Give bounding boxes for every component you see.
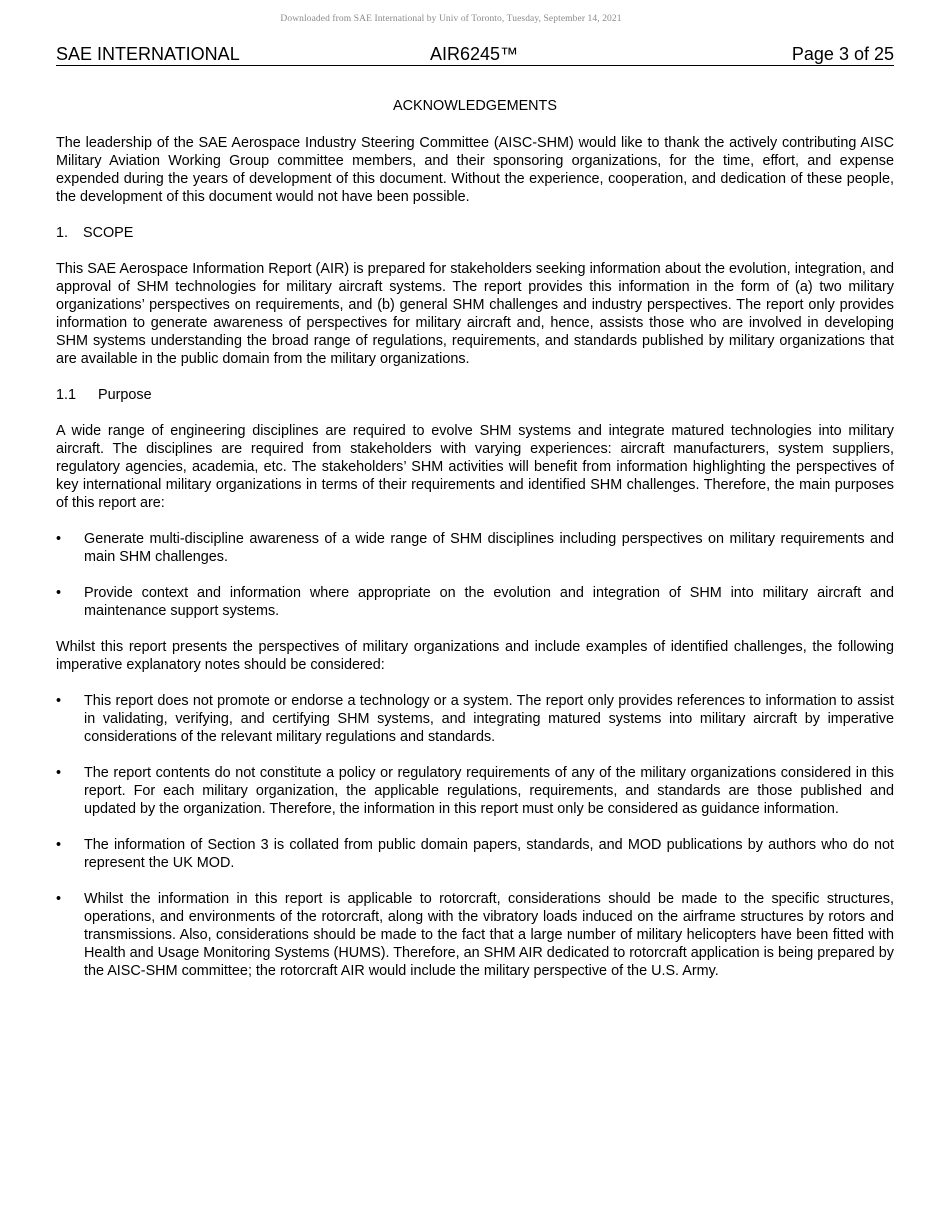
download-watermark: Downloaded from SAE International by Univ of Toronto, Tuesday, September 14, 2021	[280, 14, 622, 24]
page-header	[56, 43, 894, 66]
header-document-id: AIR6245™	[430, 44, 519, 64]
bullet-text: This report does not promote or endorse a technology or a system. The report only provides references to information to assist in validating, verifying, and certifying SHM systems, and integrating matured systems into military aircraft by imperative considerations of the relevant military regulations and standards.	[84, 693, 894, 745]
scope-heading	[56, 224, 894, 242]
bullet-marker: •	[56, 531, 62, 547]
purpose-heading	[56, 386, 894, 404]
note-bullet-item	[56, 764, 894, 818]
note-bullet-item	[56, 692, 894, 746]
purpose-intro-paragraph: A wide range of engineering disciplines are required to evolve SHM systems and integrate matured technologies into military aircraft. The disciplines are required from stakeholders with varying experiences: aircraft manufacturers, system suppliers, regulatory agencies, academia, etc. The stakeholders’ SHM activities will benefit from information highlighting the perspectives of key international military organizations in terms of their requirements and identified SHM challenges. Therefore, the main purposes of this report are:	[56, 423, 894, 511]
note-bullet-item	[56, 890, 894, 980]
bullet-text: Whilst the information in this report is applicable to rotorcraft, considerations should be made to the specific structures, operations, and environments of the rotorcraft, along with the vibratory loads induced on the airframe structures by rotors and transmissions. Also, considerations should be made to the fact that a large number of military helicopters have been fitted with Health and Usage Monitoring Systems (HUMS). Therefore, an SHM AIR dedicated to rotorcraft application is being prepared by the AISC-SHM committee; the rotorcraft AIR would include the military perspective of the U.S. Army.	[84, 891, 894, 979]
scope-number: 1.	[56, 225, 69, 241]
bullet-text: The information of Section 3 is collated from public domain papers, standards, and MOD publications by authors who do not represent the UK MOD.	[84, 837, 894, 871]
purpose-bullet-item	[56, 584, 894, 620]
purpose-title: Purpose	[98, 387, 152, 403]
header-page-number: Page 3 of 25	[791, 44, 894, 64]
bullet-marker: •	[56, 765, 62, 781]
bullet-marker: •	[56, 837, 62, 853]
header-organization: SAE INTERNATIONAL	[56, 44, 240, 64]
bullet-marker: •	[56, 693, 62, 709]
notes-intro-paragraph: Whilst this report presents the perspectives of military organizations and include examples of identified challenges, the following imperative explanatory notes should be considered:	[56, 639, 894, 673]
bullet-text: The report contents do not constitute a policy or regulatory requirements of any of the military organizations considered in this report. For each military organization, the applicable regulations, requirements, and standards are those published and updated by the organization. Therefore, the information in this report must only be considered as guidance information.	[84, 765, 894, 817]
purpose-number: 1.1	[56, 387, 77, 403]
bullet-text: Generate multi-discipline awareness of a wide range of SHM disciplines including perspectives on military requirements and main SHM challenges.	[84, 531, 894, 565]
acknowledgements-paragraph: The leadership of the SAE Aerospace Industry Steering Committee (AISC-SHM) would like to thank the actively contributing AISC Military Aviation Working Group committee members, and their sponsoring organizations, for the time, effort, and expense expended during the years of development of this document. Without the experience, cooperation, and dedication of these people, the development of this document would not have been possible.	[56, 135, 894, 205]
scope-paragraph: This SAE Aerospace Information Report (AIR) is prepared for stakeholders seeking information about the evolution, integration, and approval of SHM technologies for military aircraft systems. The report provides this information in the form of (a) two military organizations’ perspectives on requirements, and (b) general SHM challenges and industry perspectives. The report only provides information to generate awareness of perspectives for military aircraft and, hence, assists those who are involved in developing SHM systems understanding the broad range of regulations, requirements, and standards published by military organizations that are available in the public domain from the military organizations.	[56, 261, 894, 367]
bullet-text: Provide context and information where appropriate on the evolution and integration of SHM into military aircraft and maintenance support systems.	[84, 585, 894, 619]
purpose-bullet-item	[56, 530, 894, 566]
note-bullet-item	[56, 836, 894, 872]
bullet-marker: •	[56, 891, 62, 907]
scope-title: SCOPE	[83, 225, 134, 241]
bullet-marker: •	[56, 585, 62, 601]
document-body	[56, 96, 894, 998]
acknowledgements-title: ACKNOWLEDGEMENTS	[393, 98, 557, 114]
